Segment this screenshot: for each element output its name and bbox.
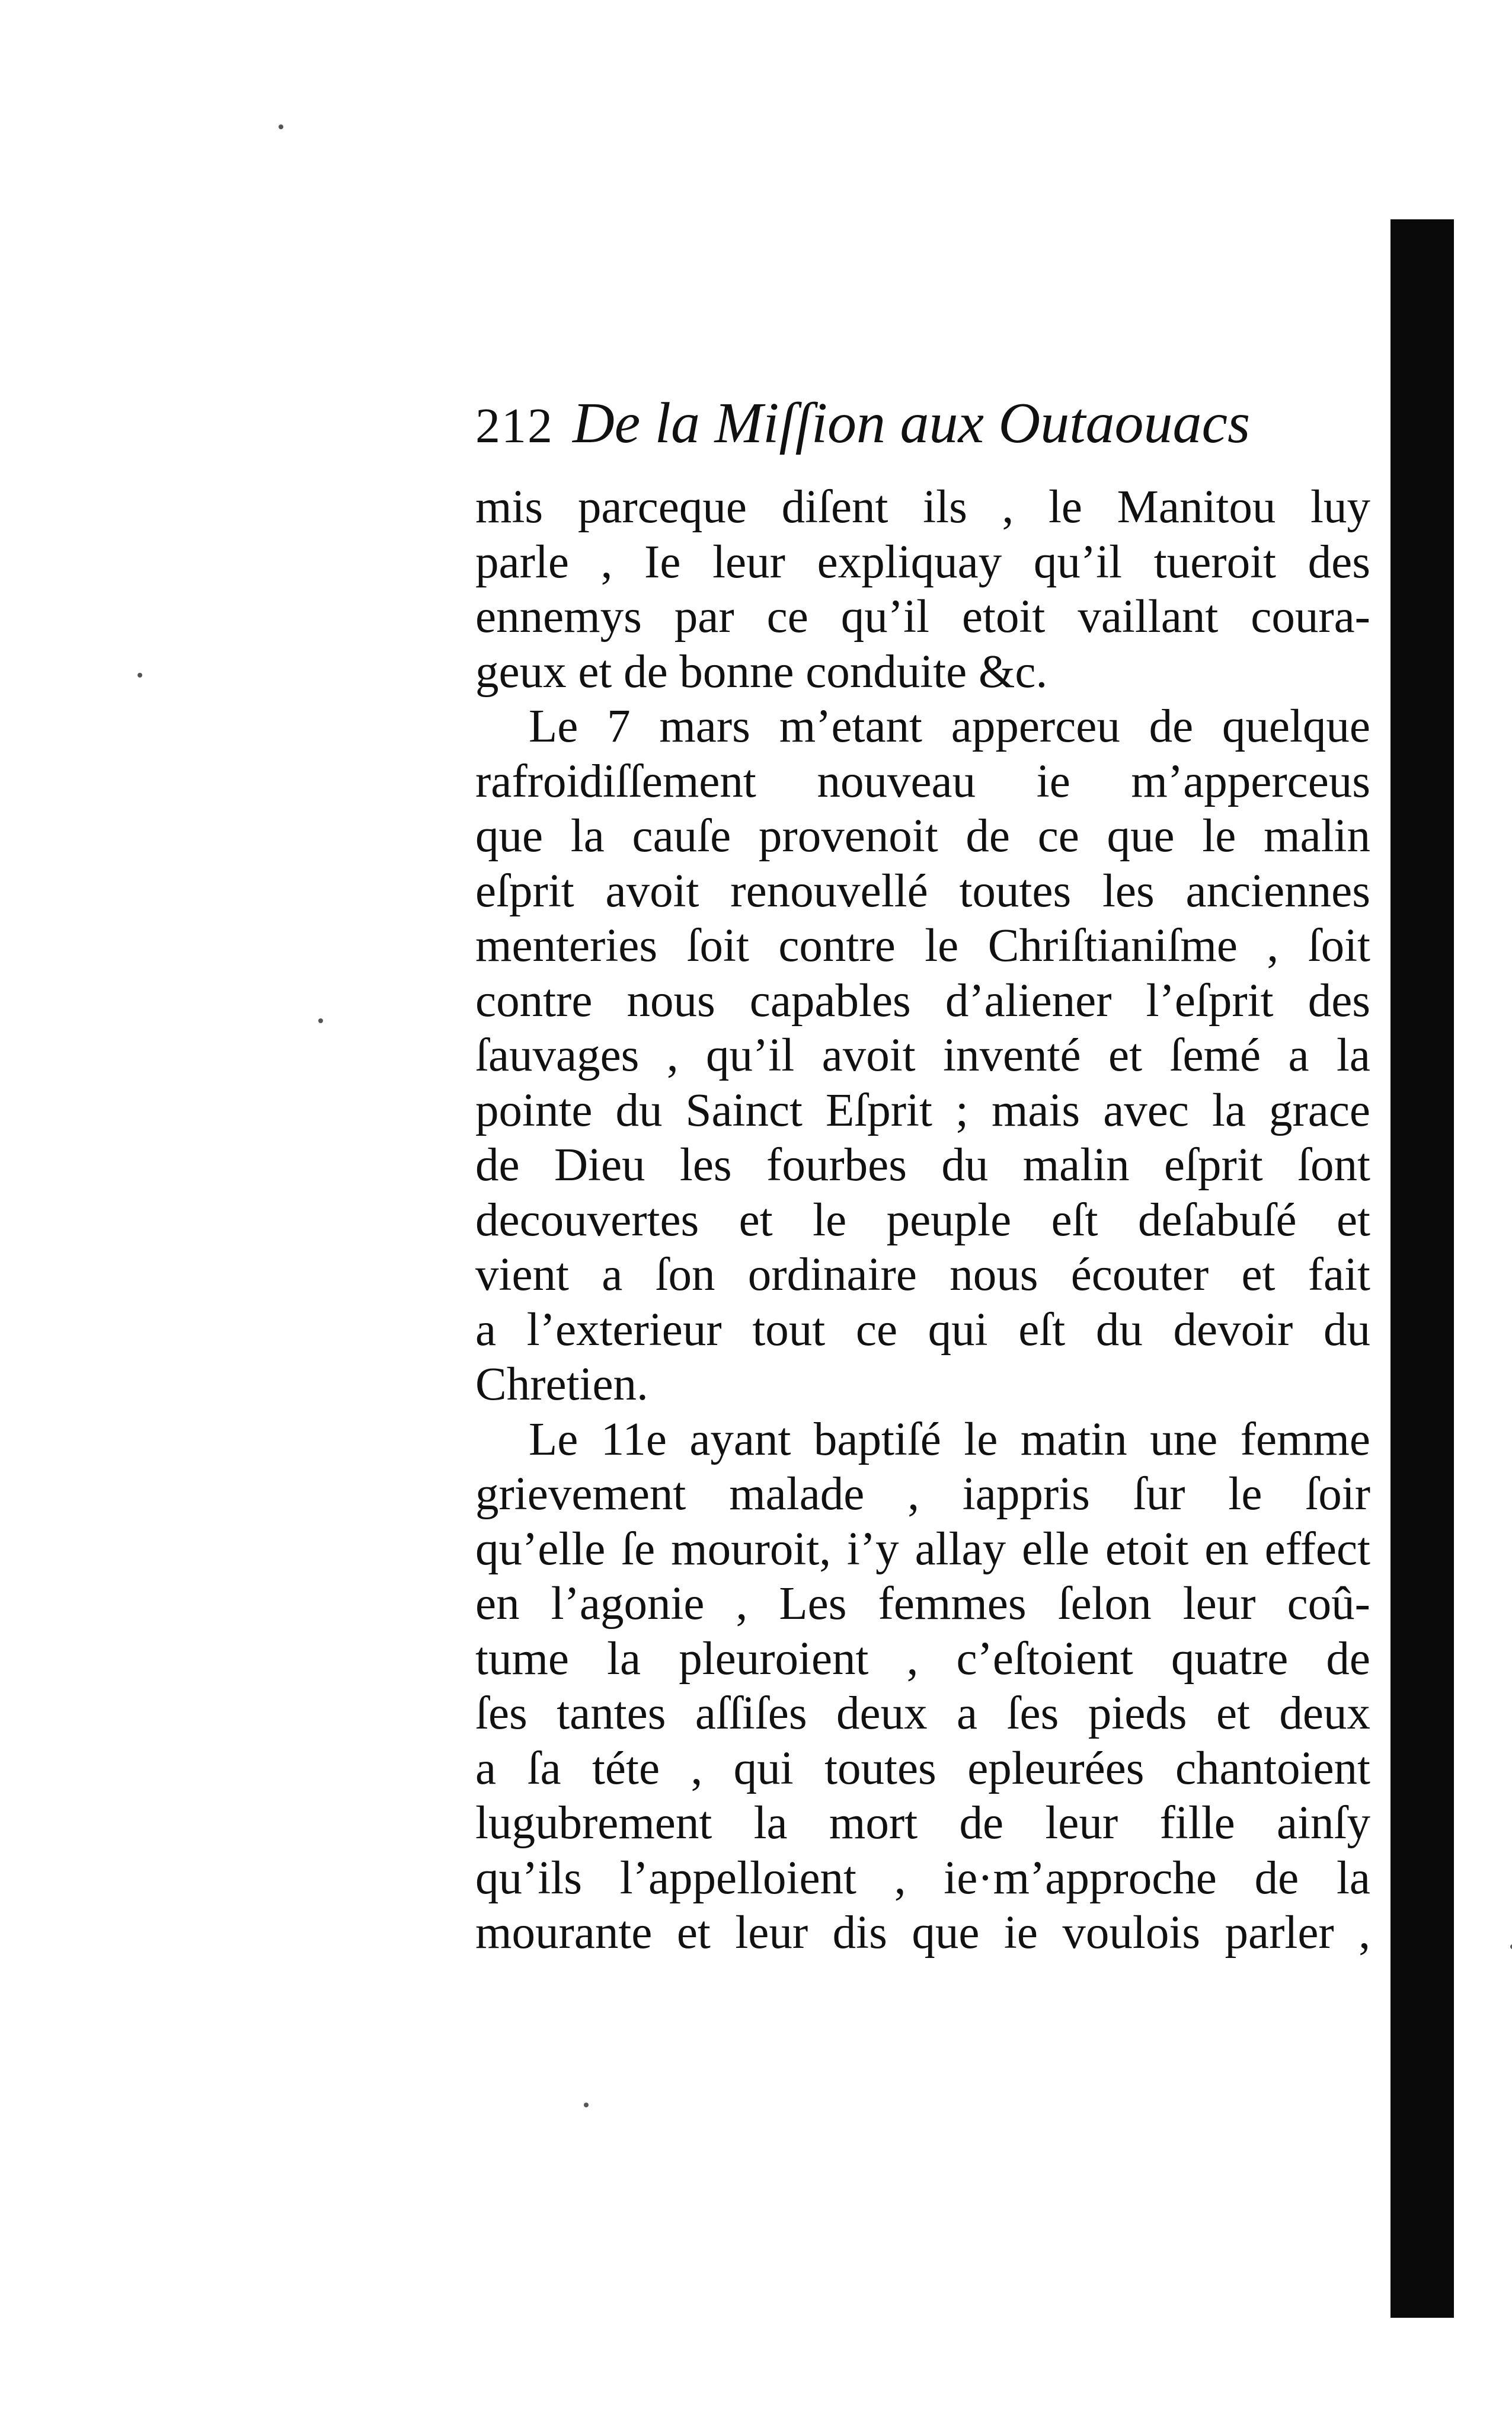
text-line: rafroidiſſement nouveau ie m’apperceus <box>475 755 1370 807</box>
text-line: grievement malade , iappris ſur le ſoir <box>475 1468 1370 1520</box>
text-line: vient a ſon ordinaire nous écouter et fait <box>475 1249 1370 1301</box>
text-line: menteries ſoit contre le Chriſtianiſme , ſoit <box>475 920 1370 972</box>
text-line: ennemys par ce qu’il etoit vaillant coura- <box>475 591 1370 643</box>
text-line: que la cauſe provenoit de ce que le malin <box>475 810 1370 862</box>
body-text <box>475 480 1370 1961</box>
text-line: Chretien. <box>475 1359 648 1410</box>
page-number: 212 <box>475 398 554 453</box>
text-line: pointe du Sainct Eſprit ; mais avec la grace <box>475 1084 1370 1136</box>
text-line: geux et de bonne conduite &c. <box>475 646 1048 698</box>
text-line: decouvertes et le peuple eſt deſabuſé et <box>475 1194 1370 1246</box>
text-line: contre nous capables d’aliener l’eſprit des <box>475 975 1370 1027</box>
text-line: de Dieu les fourbes du malin eſprit ſont <box>475 1139 1370 1191</box>
page-header <box>475 390 1388 455</box>
text-line: Le 11e ayant baptiſé le matin une femme <box>529 1413 1370 1465</box>
running-title: De la Miſſion aux Outaouacs <box>573 391 1251 455</box>
dust-speck <box>584 2103 589 2107</box>
text-line: eſprit avoit renouvellé toutes les anciennes <box>475 865 1370 917</box>
dust-speck <box>279 124 283 129</box>
text-line: ſauvages , qu’il avoit inventé et ſemé a la <box>475 1030 1370 1081</box>
text-line: a l’exterieur tout ce qui eſt du devoir du <box>475 1304 1370 1356</box>
text-line: mis parceque diſent ils , le Manitou luy <box>475 481 1370 533</box>
text-line: qu’elle ſe mouroit, i’y allay elle etoit en effect <box>475 1523 1370 1575</box>
text-line: mourante et leur dis que ie voulois parler , <box>475 1907 1370 1959</box>
text-line: a ſa téte , qui toutes epleurées chantoient <box>475 1742 1370 1794</box>
text-line: parle , Ie leur expliquay qu’il tueroit des <box>475 536 1370 588</box>
text-line: ſes tantes aſſiſes deux a ſes pieds et deux <box>475 1688 1370 1739</box>
text-line: tume la pleuroient , c’eſtoient quatre de <box>475 1633 1370 1685</box>
text-line: qu’ils l’appelloient , ie·m’approche de la <box>475 1852 1370 1904</box>
text-line: Le 7 mars m’etant apperceu de quelque <box>529 701 1370 752</box>
scanner-edge-bar <box>1390 219 1454 2318</box>
dust-speck <box>138 673 142 678</box>
dust-speck <box>318 1018 323 1023</box>
text-line: lugubrement la mort de leur fille ainſy <box>475 1797 1370 1849</box>
text-line: en l’agonie , Les femmes ſelon leur coû- <box>475 1578 1370 1630</box>
